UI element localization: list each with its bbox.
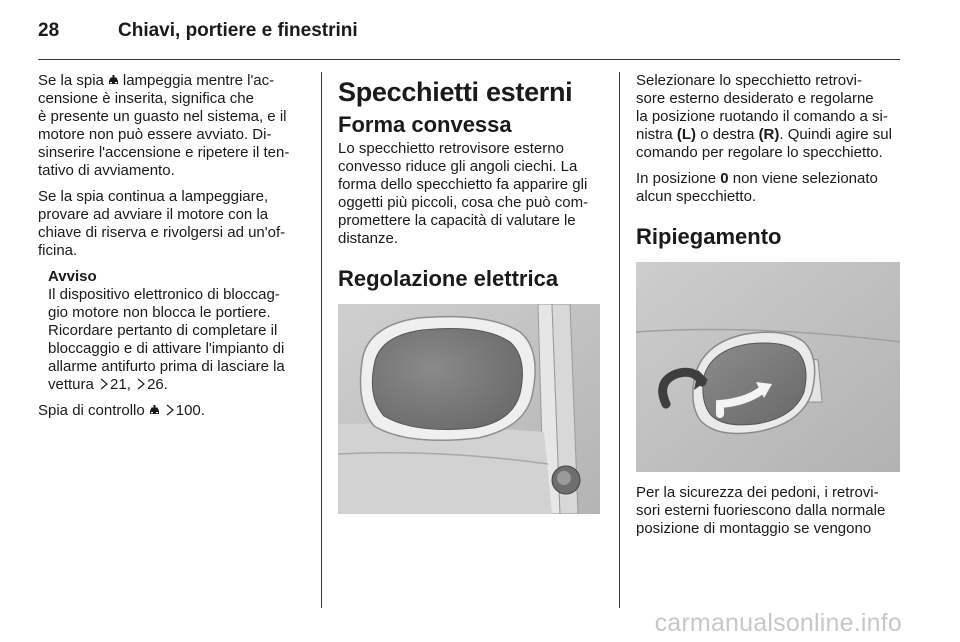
text-line: promettere la capacità di valutare le [338, 212, 576, 229]
paragraph-position-zero [636, 170, 902, 206]
page-reference-arrow-icon[interactable] [100, 378, 108, 390]
text-line: bloccaggio e di attivare l'impianto di [48, 340, 285, 357]
subsection-title-folding: Ripiegamento [636, 224, 782, 249]
text-line: comando per regolare lo specchietto. [636, 144, 883, 161]
watermark: carmanualsonline.info [654, 609, 902, 637]
right-label: (R) [758, 126, 780, 143]
paragraph-control-light [38, 402, 306, 420]
zero-label: 0 [720, 170, 729, 187]
text-line: Il dispositivo elettronico di bloccag- [48, 286, 280, 303]
notice-box [48, 268, 306, 394]
text-line: Lo specchietto retrovisore esterno [338, 140, 564, 157]
immobilizer-warning-icon [148, 405, 161, 416]
text-line: chiave di riserva e rivolgersi ad un'of- [38, 224, 286, 241]
text-line: Se la spia continua a lampeggiare, [38, 188, 269, 205]
paragraph-convex-mirror [338, 140, 603, 248]
column-1 [38, 72, 306, 428]
text-line: motore non può essere avviato. Di- [38, 126, 272, 143]
page-reference-arrow-icon[interactable] [137, 378, 145, 390]
text-span: In posizione [636, 170, 717, 187]
page-reference-arrow-icon[interactable] [166, 404, 174, 416]
text-line: convesso riduce gli angoli ciechi. La [338, 158, 578, 175]
text-span: vettura [48, 376, 94, 393]
text-line: la posizione ruotando il comando a si- [636, 108, 888, 125]
text-line: gio motore non blocca le portiere. [48, 304, 271, 321]
text-line: è presente un guasto nel sistema, e il [38, 108, 287, 125]
page-number: 28 [38, 20, 60, 41]
paragraph-select-mirror [636, 72, 902, 162]
left-label: (L) [676, 126, 697, 143]
header-rule [38, 59, 900, 60]
mirror-folding-illustration [636, 262, 900, 472]
text-span: Se la spia [38, 72, 104, 89]
subsection-title-convex: Forma convessa [338, 112, 512, 137]
text-line: oggetti più piccoli, cosa che può com- [338, 194, 589, 211]
text-line: Per la sicurezza dei pedoni, i retrovi- [636, 484, 879, 501]
column-3 [636, 72, 902, 546]
text-span: Spia di controllo [38, 402, 145, 419]
text-line: ficina. [38, 242, 78, 259]
text-line: sori esterni fuoriescono dalla normale [636, 502, 886, 519]
page-reference-link[interactable]: 100. [175, 402, 205, 419]
text-line: sore esterno desiderato e regolarne [636, 90, 874, 107]
page-reference-link[interactable]: 26. [147, 376, 168, 393]
text-line: Ricordare pertanto di completare il [48, 322, 278, 339]
text-line: provare ad avviare il motore con la [38, 206, 269, 223]
text-line: forma dello specchietto fa apparire gli [338, 176, 588, 193]
text-span: . Quindi agire sul [779, 126, 892, 143]
page-reference-link[interactable]: 21, [110, 376, 131, 393]
notice-text [48, 286, 306, 394]
page-header [38, 10, 900, 54]
section-title: Specchietti esterni [338, 77, 573, 107]
notice-title: Avviso [48, 268, 97, 285]
text-line: tativo di avviamento. [38, 162, 175, 179]
text-line: allarme antifurto prima di lasciare la [48, 358, 285, 375]
text-span: nistra [636, 126, 673, 143]
subsection-title-electric: Regolazione elettrica [338, 266, 559, 291]
text-span: lampeggia mentre l'ac- [122, 72, 275, 89]
text-line: Selezionare lo specchietto retrovi- [636, 72, 862, 89]
paragraph-spare-key [38, 188, 306, 260]
immobilizer-warning-icon [107, 75, 120, 86]
paragraph-warning-light [38, 72, 306, 180]
column-divider-right [619, 72, 620, 608]
chapter-title: Chiavi, portiere e finestrini [118, 20, 358, 41]
text-line: posizione di montaggio se vengono [636, 520, 872, 537]
text-line: alcun specchietto. [636, 188, 757, 205]
electric-mirror-adjustment-illustration [338, 304, 600, 514]
text-span: non viene selezionato [732, 170, 878, 187]
text-span: o destra [700, 126, 755, 143]
paragraph-pedestrian-safety [636, 484, 902, 538]
column-divider-left [321, 72, 322, 608]
text-line: censione è inserita, significa che [38, 90, 254, 107]
column-2 [338, 72, 603, 514]
text-line: sinserire l'accensione e ripetere il ten- [38, 144, 290, 161]
text-line: distanze. [338, 230, 399, 247]
